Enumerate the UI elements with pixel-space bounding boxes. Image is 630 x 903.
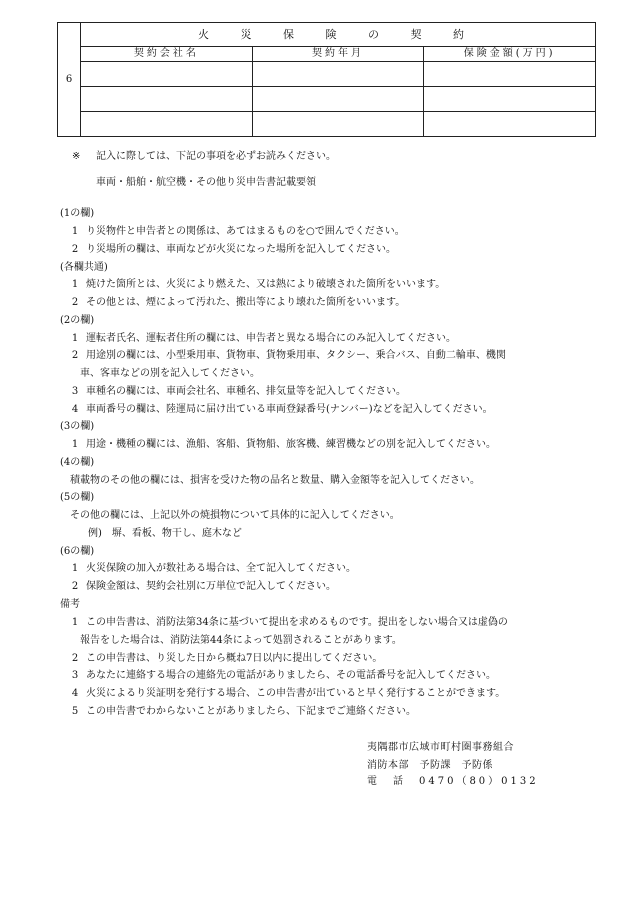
list-item-continuation: 報告をした場合は、消防法第44条によって処罰されることがあります。 bbox=[80, 635, 402, 646]
header-date: 契約年月 bbox=[252, 47, 424, 62]
contact-organization: 夷隅郡市広域市町村圏事務組合 bbox=[367, 742, 514, 753]
list-item: 4 車両番号の欄は、陸運局に届け出ている車両登録番号(ナンバー)などを記入してください。 bbox=[71, 404, 493, 415]
list-item-continuation: 車、客車などの別を記入してください。 bbox=[80, 368, 260, 379]
section-text: その他の欄には、上記以外の焼損物について具体的に記入してください。 bbox=[70, 510, 400, 521]
list-item: 3 あなたに連絡する場合の連絡先の電話がありましたら、その電話番号を記入してください。 bbox=[71, 670, 496, 681]
company-cell[interactable] bbox=[81, 87, 253, 112]
list-item: 2 その他とは、煙によって汚れた、搬出等により壊れた箇所をいいます。 bbox=[71, 297, 406, 308]
list-item: 1 運転者氏名、運転者住所の欄には、申告者と異なる場合にのみ記入してください。 bbox=[71, 333, 456, 344]
list-item: 1 り災物件と申告者との関係は、あてはまるものを○で囲んでください。 bbox=[71, 226, 405, 237]
section-heading: (6の欄) bbox=[60, 546, 95, 557]
section-heading: (3の欄) bbox=[60, 421, 95, 432]
list-item: 2 この申告書は、り災した日から概ね7日以内に提出してください。 bbox=[71, 653, 383, 664]
list-item: 5 この申告書でわからないことがありましたら、下記までご連絡ください。 bbox=[71, 706, 416, 717]
table-title: 火 災 保 険 の 契 約 bbox=[81, 23, 596, 47]
amount-cell[interactable] bbox=[424, 112, 596, 137]
list-item: 3 車種名の欄には、車両会社名、車種名、排気量等を記入してください。 bbox=[71, 386, 406, 397]
list-item: 4 火災によるり災証明を発行する場合、この申告書が出ていると早く発行することができます。 bbox=[71, 688, 506, 699]
table-row bbox=[58, 112, 596, 137]
fire-insurance-table bbox=[57, 22, 596, 137]
notice-text: 記入に際しては、下記の事項を必ずお読みください。 bbox=[96, 151, 336, 162]
section-heading: (2の欄) bbox=[60, 315, 95, 326]
section-heading: (4の欄) bbox=[60, 457, 95, 468]
header-company: 契約会社名 bbox=[81, 47, 253, 62]
section-heading: (5の欄) bbox=[60, 492, 95, 503]
row-number: 6 bbox=[58, 23, 81, 137]
document-subtitle: 車両・船舶・航空機・その他り災申告書記載要領 bbox=[96, 177, 316, 188]
list-item: 1 用途・機種の欄には、漁船、客船、貨物船、旅客機、練習機などの別を記入してください。 bbox=[71, 439, 496, 450]
section-text: 積載物のその他の欄には、損害を受けた物の品名と数量、購入金額等を記入してください。 bbox=[70, 475, 480, 486]
section-heading: (各欄共通) bbox=[60, 262, 108, 273]
list-item: 2 用途別の欄には、小型乗用車、貨物車、貨物乗用車、タクシー、乗合バス、自動二輪車、機関 bbox=[71, 350, 506, 361]
contact-phone: 電 話 0470（80）0132 bbox=[367, 776, 539, 787]
table-row bbox=[58, 87, 596, 112]
company-cell[interactable] bbox=[81, 62, 253, 87]
contact-department: 消防本部 予防課 予防係 bbox=[367, 760, 493, 771]
example-text: 例) 塀、看板、物干し、庭木など bbox=[88, 528, 242, 539]
amount-cell[interactable] bbox=[424, 87, 596, 112]
header-amount: 保険金額(万円) bbox=[424, 47, 596, 62]
company-cell[interactable] bbox=[81, 112, 253, 137]
section-heading: 備考 bbox=[60, 599, 80, 610]
reference-mark-icon: ※ bbox=[72, 151, 81, 162]
table-row bbox=[58, 62, 596, 87]
section-heading: (1の欄) bbox=[60, 208, 95, 219]
list-item: 2 り災場所の欄は、車両などが火災になった場所を記入してください。 bbox=[71, 244, 396, 255]
date-cell[interactable] bbox=[252, 112, 424, 137]
list-item: 1 焼けた箇所とは、火災により燃えた、又は熱により破壊された箇所をいいます。 bbox=[71, 279, 446, 290]
amount-cell[interactable] bbox=[424, 62, 596, 87]
list-item: 1 この申告書は、消防法第34条に基づいて提出を求めるものです。提出をしない場合又は虚偽の bbox=[71, 617, 508, 628]
notice bbox=[72, 151, 336, 163]
list-item: 1 火災保険の加入が数社ある場合は、全て記入してください。 bbox=[71, 563, 356, 574]
list-item: 2 保険金額は、契約会社別に万単位で記入してください。 bbox=[71, 581, 336, 592]
date-cell[interactable] bbox=[252, 62, 424, 87]
date-cell[interactable] bbox=[252, 87, 424, 112]
